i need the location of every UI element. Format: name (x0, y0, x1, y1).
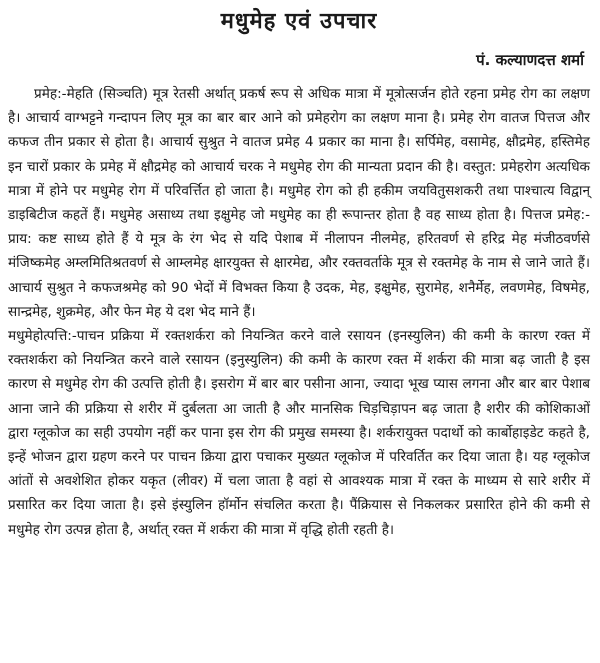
paragraph-prameh: प्रमेह:-मेहति (सिञ्चति) मूत्र रेतसी अर्थात् प्रकर्ष रूप से अधिक मात्रा में मूत्रोत्सर्जन होते रहना प्रमेह रोग का लक्षण है। आचार्य वाग्भट्टने गन्दापन लिए मूत्र का बार बार आने को प्रमेहरोग का लक्षण माना है। प्रमेह रोग वातज पित्तज और कफज तीन प्रकार से होता है। आचार्य सुश्रुत ने वातज प्रमेह 4 प्रकार का माना है। सर्पिमेह, वसामेह, क्षौद्रमेह, हस्तिमेह इन चारों प्रकार के प्रमेह में क्षौद्रमेह को आचार्य चरक ने मधुमेह रोग की मान्यता प्रदान की है। वस्तुत: प्रमेहरोग अत्यधिक मात्रा में होने पर मधुमेह रोग में परिवर्त्तित हो जाता है। मधुमेह रोग को ही हकीम जयवितुसशकरी तथा पाश्चात्य विद्वान् डाइबिटीज कहतें हैं। मधुमेह असाध्य तथा इक्षुमेह जो मधुमेह का ही रूपान्तर होता है वह साध्य होता है। पित्तज प्रमेह:-प्राय: कष्ट साध्य होते हैं ये मूत्र के रंग भेद से यदि पेशाब में नीलापन नीलमेह, हरितवर्ण से हरिद्र मेह मंजीठवर्णसे मंजिष्कमेह अम्लमितिश्रतवर्ण से आम्लमेह क्षारयुक्त से क्षारमेद्य, और रक्तवर्ताके मूत्र से रक्तमेह के नाम से जाने जाते हैं। आचार्य सुश्रुत ने कफजश्रमेह को 90 भेदों में विभक्त किया है उदक, मेह, इक्षुमेह, सुरामेह, शनैर्मेह, लवणमेह, विषमेह, सान्द्रमेह, शुक्रमेह, और फेन मेह ये दश भेद माने हैं। (8, 86, 590, 320)
paragraph-madhumeh-utpatti: मधुमेहोत्पत्ति:-पाचन प्रक्रिया में रक्तशर्करा को नियन्त्रित करने वाले रसायन (इनस्युलिन) की कमी के कारण रक्त में रक्तशर्करा को नियन्त्रित करने वाले रसायन (इनुस्युलिन) की कमी के कारण रक्त में शर्करा की मात्रा बढ़ जाती है इस कारण से मधुमेह रोग की उत्पत्ति होती है। इसरोग में बार बार पसीना आना, ज्यादा भूख प्यास लगना और बार बार पेशाब आना जाने की प्रक्रिया से शरीर में दुर्बलता आ जाती है और मानसिक चिड़चिड़ापन बढ़ जाता है शरीर की कोशिकाओं द्वारा ग्लूकोज का सही उपयोग नहीं कर पाना इस रोग की प्रमुख समस्या है। शर्करायुक्त पदार्थो को कार्बोहाइडेट कहते है, इन्हें भोजन द्वारा ग्रहण करने पर पाचन क्रिया द्वारा पचाकर मुख्यत ग्लूकोज में परिवर्तित कर दिया जाता है। यह ग्लूकोज आंतों से अवशेशित होकर यकृत (लीवर) में चला जाता है वहां से आवश्यक मात्रा में रक्त के माध्यम से सारे शरीर में प्रसारित कर दिया जाता है। इसे इंस्युलिन हॉर्मोन संचलित करता है। पैंक्रियास से निकलकर प्रसारित होने की कमी से मधुमेह रोग उत्पन्न होता है, अर्थात् रक्त में शर्करा की मात्रा में वृद्धि होती रहती है। (8, 328, 590, 538)
article-body (8, 82, 590, 542)
author-name: पं. कल्याणदत्त शर्मा (476, 51, 584, 69)
page-title: मधुमेह एवं उपचार (220, 9, 378, 34)
